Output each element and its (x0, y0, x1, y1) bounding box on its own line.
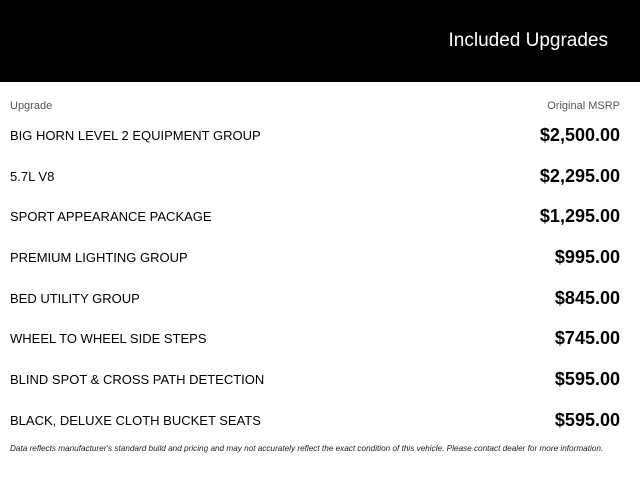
upgrade-row (10, 196, 620, 237)
upgrade-price: $995.00 (554, 247, 620, 268)
header-bar (0, 0, 640, 82)
upgrade-name: BLIND SPOT & CROSS PATH DETECTION (10, 372, 265, 388)
upgrade-name: BLACK, DELUXE CLOTH BUCKET SEATS (10, 412, 261, 428)
upgrade-row (10, 115, 620, 156)
upgrade-name: 5.7L V8 (10, 168, 55, 184)
column-header-upgrade: Upgrade (10, 100, 53, 112)
column-headers (10, 100, 620, 114)
column-header-msrp: Original MSRP (547, 100, 620, 112)
upgrade-row (10, 318, 620, 359)
upgrade-name: WHEEL TO WHEEL SIDE STEPS (10, 331, 207, 347)
upgrade-row (10, 359, 620, 400)
disclaimer-text: Data reflects manufacturer's standard build and pricing and may not accurately reflect the exact condition of this vehicle. Please contact dealer for more information. (10, 444, 604, 453)
upgrade-price: $2,295.00 (539, 165, 620, 186)
upgrade-name: PREMIUM LIGHTING GROUP (10, 250, 188, 266)
upgrade-name: BED UTILITY GROUP (10, 290, 140, 306)
upgrade-row (10, 156, 620, 197)
upgrade-price: $2,500.00 (539, 125, 620, 145)
upgrade-price: $595.00 (554, 369, 620, 390)
upgrade-row (10, 237, 620, 278)
upgrade-price: $1,295.00 (539, 206, 620, 227)
upgrade-price: $845.00 (554, 287, 620, 308)
upgrade-row (10, 400, 620, 441)
upgrade-price: $595.00 (554, 409, 620, 430)
upgrade-name: BIG HORN LEVEL 2 EQUIPMENT GROUP (10, 128, 261, 143)
upgrade-row (10, 278, 620, 319)
upgrades-list (10, 115, 620, 441)
upgrade-price: $745.00 (554, 328, 620, 349)
page-title: Included Upgrades (448, 30, 608, 51)
upgrade-name: SPORT APPEARANCE PACKAGE (10, 209, 212, 225)
